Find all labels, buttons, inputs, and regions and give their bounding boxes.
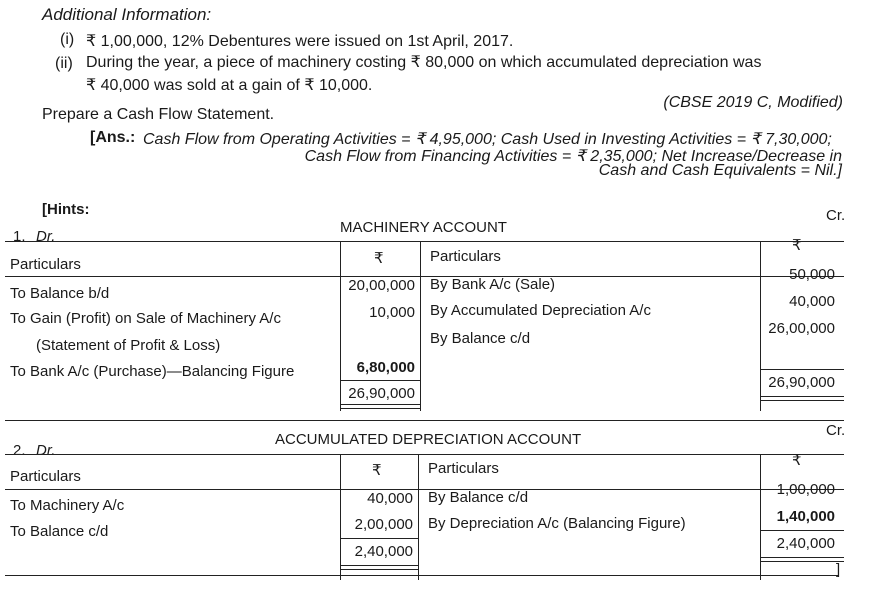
total-rule — [340, 538, 418, 539]
column-header-rupee: ₹ — [792, 452, 802, 469]
ledger-entry-amount: 10,000 — [369, 304, 415, 321]
column-header-rupee: ₹ — [792, 237, 802, 254]
total-rule — [760, 369, 844, 370]
total-amount: 26,90,000 — [768, 374, 835, 391]
table-rule — [5, 489, 844, 490]
ledger-entry-text: By Accumulated Depreciation A/c — [430, 302, 651, 319]
ledger-entry-amount: 2,00,000 — [354, 516, 413, 533]
ledger-entry-text: By Depreciation A/c (Balancing Figure) — [428, 515, 686, 532]
ledger-entry-text: By Balance c/d — [430, 330, 531, 347]
hints-label: [Hints: — [42, 201, 90, 218]
total-rule — [760, 530, 844, 531]
table-rule — [5, 276, 844, 277]
answer-line: Cash Flow from Operating Activities = ₹ 4,95,000; Cash Used in Investing Activities = ₹ 7,30,000; — [143, 131, 832, 148]
ledger-entry-text: To Machinery A/c — [10, 497, 125, 514]
total-amount: 26,90,000 — [348, 385, 415, 402]
ledger-entry-amount: 50,000 — [789, 266, 835, 283]
column-header-particulars: Particulars — [10, 256, 81, 273]
answer-label: [Ans.: — [90, 129, 136, 146]
ledger-entry-amount: 40,000 — [789, 293, 835, 310]
column-header-particulars: Particulars — [430, 248, 501, 265]
ledger-entry-text: To Balance c/d — [10, 523, 109, 540]
ledger-entry-amount: 40,000 — [367, 490, 413, 507]
cr-label: Cr. — [826, 207, 846, 224]
column-header-rupee: ₹ — [372, 462, 382, 479]
table-rule — [5, 575, 838, 576]
source-citation: (CBSE 2019 C, Modified) — [663, 94, 843, 111]
info-item-marker: (ii) — [55, 55, 73, 72]
account-title: ACCUMULATED DEPRECIATION ACCOUNT — [275, 431, 582, 448]
column-divider — [420, 241, 421, 411]
total-amount: 2,40,000 — [776, 535, 835, 552]
instruction: Prepare a Cash Flow Statement. — [42, 106, 275, 123]
ledger-entry-text: To Balance b/d — [10, 285, 110, 302]
total-amount: 2,40,000 — [354, 543, 413, 560]
closing-bracket: ] — [836, 561, 841, 578]
dr-label: Dr. — [36, 228, 56, 245]
ledger-entry-text: (Statement of Profit & Loss) — [36, 337, 221, 354]
double-rule — [340, 404, 420, 409]
dr-label: Dr. — [36, 442, 56, 459]
account-number: 1. — [13, 228, 26, 245]
ledger-entry-amount: 1,40,000 — [776, 508, 835, 525]
column-divider — [340, 241, 341, 411]
column-header-rupee: ₹ — [374, 250, 384, 267]
table-rule — [5, 454, 844, 455]
ledger-entry-text: To Gain (Profit) on Sale of Machinery A/c — [10, 310, 281, 327]
info-item-text: ₹ 1,00,000, 12% Debentures were issued on 1st April, 2017. — [86, 33, 514, 50]
column-header-particulars: Particulars — [428, 460, 499, 477]
column-divider — [760, 241, 761, 411]
ledger-entry-amount: 20,00,000 — [348, 277, 415, 294]
additional-info-heading: Additional Information: — [42, 5, 212, 24]
ledger-entry-amount: 6,80,000 — [356, 359, 415, 376]
table-rule — [5, 420, 844, 421]
column-divider — [340, 454, 341, 580]
info-item-marker: (i) — [60, 31, 75, 48]
account-title: MACHINERY ACCOUNT — [340, 219, 507, 236]
total-rule — [340, 380, 420, 381]
ledger-entry-text: To Bank A/c (Purchase)—Balancing Figure — [10, 363, 295, 380]
table-rule — [5, 241, 844, 242]
ledger-entry-text: By Balance c/d — [428, 489, 529, 506]
ledger-entry-text: By Bank A/c (Sale) — [430, 276, 556, 293]
answer-line: Cash and Cash Equivalents = Nil.] — [598, 162, 842, 179]
answer-line: Cash Flow from Financing Activities = ₹ 2,35,000; Net Increase/Decrease in — [304, 148, 842, 165]
ledger-entry-amount: 26,00,000 — [768, 320, 835, 337]
cr-label: Cr. — [826, 422, 846, 439]
column-header-particulars: Particulars — [10, 468, 81, 485]
column-divider — [418, 454, 419, 580]
ledger-entry-amount: 1,00,000 — [776, 481, 835, 498]
double-rule — [760, 557, 844, 562]
double-rule — [340, 565, 418, 570]
double-rule — [760, 396, 844, 401]
account-number: 2. — [13, 442, 26, 459]
